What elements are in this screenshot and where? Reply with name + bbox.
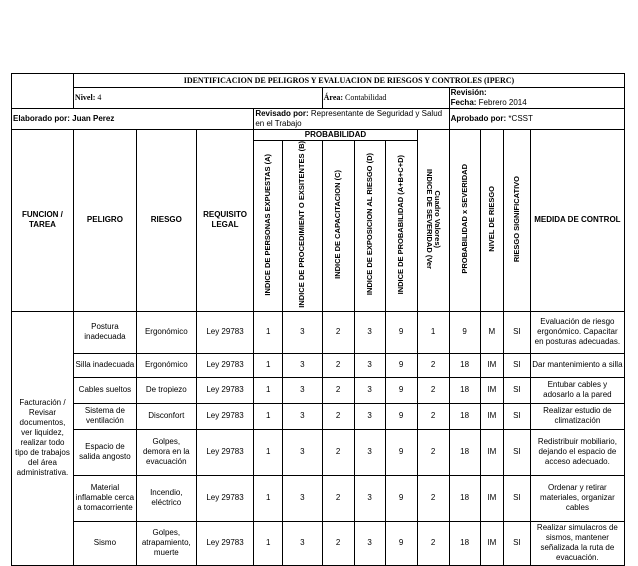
header-peligro: PELIGRO — [73, 130, 136, 312]
blank-cell — [12, 88, 74, 109]
indice-b-cell: 3 — [283, 377, 323, 403]
indice-a-cell: 1 — [254, 521, 283, 565]
revisado-label: Revisado por: — [255, 109, 309, 118]
requisito-cell: Ley 29783 — [196, 521, 254, 565]
indice-a-cell: 1 — [254, 475, 283, 521]
nivel-riesgo-cell: IM — [480, 475, 503, 521]
header-riesgo-significativo — [504, 130, 531, 312]
peligro-cell: Espacio de salida angosto — [73, 429, 136, 475]
riesgo-significativo-cell: SI — [504, 403, 531, 429]
revision-fecha-cell — [449, 88, 624, 109]
header-severidad-label: INDICE DE SEVERIDAD (Ver — [425, 168, 435, 269]
table-row — [12, 521, 625, 565]
header-pxs — [449, 130, 480, 312]
probabilidad-cell: 9 — [385, 429, 417, 475]
riesgo-cell: Incendio, eléctrico — [136, 475, 196, 521]
indice-d-cell: 3 — [354, 475, 385, 521]
severidad-cell: 2 — [417, 353, 449, 377]
peligro-cell: Cables sueltos — [73, 377, 136, 403]
header-indice-c — [322, 141, 354, 312]
funcion-tarea — [12, 311, 74, 565]
aprobado-value: *CSST — [508, 114, 533, 123]
table-row — [12, 311, 625, 353]
header-medida: MEDIDA DE CONTROL — [530, 130, 624, 312]
severidad-cell: 2 — [417, 377, 449, 403]
probabilidad-cell: 9 — [385, 353, 417, 377]
probabilidad-cell: 9 — [385, 475, 417, 521]
indice-c-cell: 2 — [322, 403, 354, 429]
peligro-cell: Sistema de ventilación — [73, 403, 136, 429]
riesgo-significativo-cell: SI — [504, 377, 531, 403]
indice-a-cell: 1 — [254, 377, 283, 403]
revisado-value: Representante de Seguridad y Salud en el Trabajo — [255, 109, 443, 128]
header-indice-d-label: INDICE DE EXPOSICION AL RIESGO (D) — [364, 153, 374, 296]
severidad-cell: 2 — [417, 521, 449, 565]
indice-b-cell: 3 — [283, 475, 323, 521]
indice-c-cell: 2 — [322, 353, 354, 377]
peligro-cell: Sismo — [73, 521, 136, 565]
nivel-cell — [73, 88, 322, 109]
header-row-1 — [12, 130, 625, 141]
nivel-riesgo-cell: M — [480, 311, 503, 353]
title-row — [12, 74, 625, 88]
pxs-cell: 18 — [449, 521, 480, 565]
riesgo-significativo-cell: SI — [504, 429, 531, 475]
peligro-cell: Postura inadecuada — [73, 311, 136, 353]
indice-c-cell: 2 — [322, 311, 354, 353]
riesgo-cell: Golpes, demora en la evacuación — [136, 429, 196, 475]
riesgo-significativo-cell: SI — [504, 311, 531, 353]
requisito-cell: Ley 29783 — [196, 403, 254, 429]
medida-cell: Realizar simulacros de sismos, mantener señalizada la ruta de evacuación. — [530, 521, 624, 565]
header-nivel-riesgo-label: NIVEL DE RIESGO — [486, 185, 496, 252]
header-indice-a — [254, 141, 283, 312]
medida-cell: Dar mantenimiento a silla — [530, 353, 624, 377]
aprobado-por — [449, 109, 624, 130]
riesgo-significativo-cell: SI — [504, 521, 531, 565]
severidad-cell: 2 — [417, 475, 449, 521]
indice-c-cell: 2 — [322, 377, 354, 403]
requisito-cell: Ley 29783 — [196, 377, 254, 403]
requisito-cell: Ley 29783 — [196, 311, 254, 353]
table-row — [12, 377, 625, 403]
header-indice-c-label: INDICE DE CAPACITACION (C) — [333, 169, 343, 279]
indice-b-cell: 3 — [283, 521, 323, 565]
riesgo-cell: Golpes, atrapamiento, muerte — [136, 521, 196, 565]
header-indice-probabilidad — [385, 141, 417, 312]
medida-cell: Realizar estudio de climatización — [530, 403, 624, 429]
header-severidad-note: Cuadro Valores) — [433, 190, 443, 248]
pxs-cell: 18 — [449, 403, 480, 429]
fecha-label: Fecha: — [450, 98, 477, 107]
revision-label: Revisión: — [450, 88, 487, 97]
blank-cell — [12, 74, 74, 88]
header-severidad — [417, 130, 449, 312]
indice-d-cell: 3 — [354, 311, 385, 353]
document-title: IDENTIFICACION DE PELIGROS Y EVALUACION DE RIESGOS Y CONTROLES (IPERC) — [73, 74, 624, 88]
header-indice-b — [283, 141, 323, 312]
indice-a-cell: 1 — [254, 353, 283, 377]
table-row — [12, 403, 625, 429]
nivel-riesgo-cell: IM — [480, 377, 503, 403]
medida-cell: Redistribuir mobiliario, dejando el espacio de acceso adecuado. — [530, 429, 624, 475]
riesgo-cell: Disconfort — [136, 403, 196, 429]
fecha-value: Febrero 2014 — [478, 98, 527, 107]
probabilidad-cell: 9 — [385, 521, 417, 565]
indice-b-cell: 3 — [283, 311, 323, 353]
requisito-cell: Ley 29783 — [196, 475, 254, 521]
funcion-tarea-text: Facturación / Revisar documentos, ver liquidez, realizar todo tipo de trabajos del área administrativa. — [15, 398, 70, 478]
pxs-cell: 18 — [449, 377, 480, 403]
indice-d-cell: 3 — [354, 429, 385, 475]
medida-cell: Entubar cables y adosarlo a la pared — [530, 377, 624, 403]
severidad-cell: 2 — [417, 403, 449, 429]
nivel-row — [12, 88, 625, 109]
indice-c-cell: 2 — [322, 521, 354, 565]
severidad-cell: 2 — [417, 429, 449, 475]
table-row — [12, 475, 625, 521]
indice-a-cell: 1 — [254, 311, 283, 353]
pxs-cell: 18 — [449, 429, 480, 475]
indice-d-cell: 3 — [354, 403, 385, 429]
header-indice-a-label: INDICE DE PERSONAS EXPUESTAS (A) — [263, 153, 273, 296]
header-nivel-riesgo — [480, 130, 503, 312]
probabilidad-cell: 9 — [385, 403, 417, 429]
table-row — [12, 353, 625, 377]
header-probabilidad: PROBABILIDAD — [254, 130, 417, 141]
table-row — [12, 429, 625, 475]
probabilidad-cell: 9 — [385, 311, 417, 353]
iperc-table — [11, 73, 625, 566]
area-label: Área: — [323, 93, 344, 102]
aprobado-label: Aprobado por: — [450, 114, 507, 123]
riesgo-significativo-cell: SI — [504, 475, 531, 521]
medida-cell: Ordenar y retirar materiales, organizar cables — [530, 475, 624, 521]
requisito-cell: Ley 29783 — [196, 429, 254, 475]
requisito-cell: Ley 29783 — [196, 353, 254, 377]
responsables-row — [12, 109, 625, 130]
header-riesgo: RIESGO — [136, 130, 196, 312]
indice-d-cell: 3 — [354, 353, 385, 377]
nivel-riesgo-cell: IM — [480, 521, 503, 565]
indice-d-cell: 3 — [354, 521, 385, 565]
indice-b-cell: 3 — [283, 403, 323, 429]
medida-cell: Evaluación de riesgo ergonómico. Capacitar en posturas adecuadas. — [530, 311, 624, 353]
nivel-riesgo-cell: IM — [480, 353, 503, 377]
pxs-cell: 9 — [449, 311, 480, 353]
indice-c-cell: 2 — [322, 475, 354, 521]
header-requisito: REQUISITO LEGAL — [196, 130, 254, 312]
indice-a-cell: 1 — [254, 403, 283, 429]
riesgo-cell: Ergonómico — [136, 353, 196, 377]
nivel-riesgo-cell: IM — [480, 429, 503, 475]
elaborado-por: Elaborado por: Juan Perez — [12, 109, 254, 130]
nivel-label: Nivel: — [74, 93, 96, 102]
header-indice-b-label: INDICE DE PROCEDIMIENT O EXSITENTES (B) — [297, 141, 307, 308]
header-riesgo-sig-label: RIESGO SIGNIFICATIVO — [511, 175, 521, 262]
area-value: Contabilidad — [345, 93, 387, 102]
indice-d-cell: 3 — [354, 377, 385, 403]
riesgo-cell: De tropiezo — [136, 377, 196, 403]
header-indice-probabilidad-label: INDICE DE PROBABILIDAD (A+B+C+D) — [396, 154, 406, 295]
peligro-cell: Material inflamable cerca a tomacorriente — [73, 475, 136, 521]
header-funcion: FUNCION / TAREA — [12, 130, 74, 312]
indice-b-cell: 3 — [283, 429, 323, 475]
severidad-cell: 1 — [417, 311, 449, 353]
nivel-riesgo-cell: IM — [480, 403, 503, 429]
revisado-por — [254, 109, 449, 130]
indice-c-cell: 2 — [322, 429, 354, 475]
nivel-value: 4 — [97, 93, 102, 102]
indice-b-cell: 3 — [283, 353, 323, 377]
riesgo-significativo-cell: SI — [504, 353, 531, 377]
area-cell — [322, 88, 449, 109]
probabilidad-cell: 9 — [385, 377, 417, 403]
header-pxs-label: PROBABILIDAD x SEVERIDAD — [459, 164, 469, 274]
pxs-cell: 18 — [449, 353, 480, 377]
riesgo-cell: Ergonómico — [136, 311, 196, 353]
peligro-cell: Silla inadecuada — [73, 353, 136, 377]
header-indice-d — [354, 141, 385, 312]
indice-a-cell: 1 — [254, 429, 283, 475]
pxs-cell: 18 — [449, 475, 480, 521]
